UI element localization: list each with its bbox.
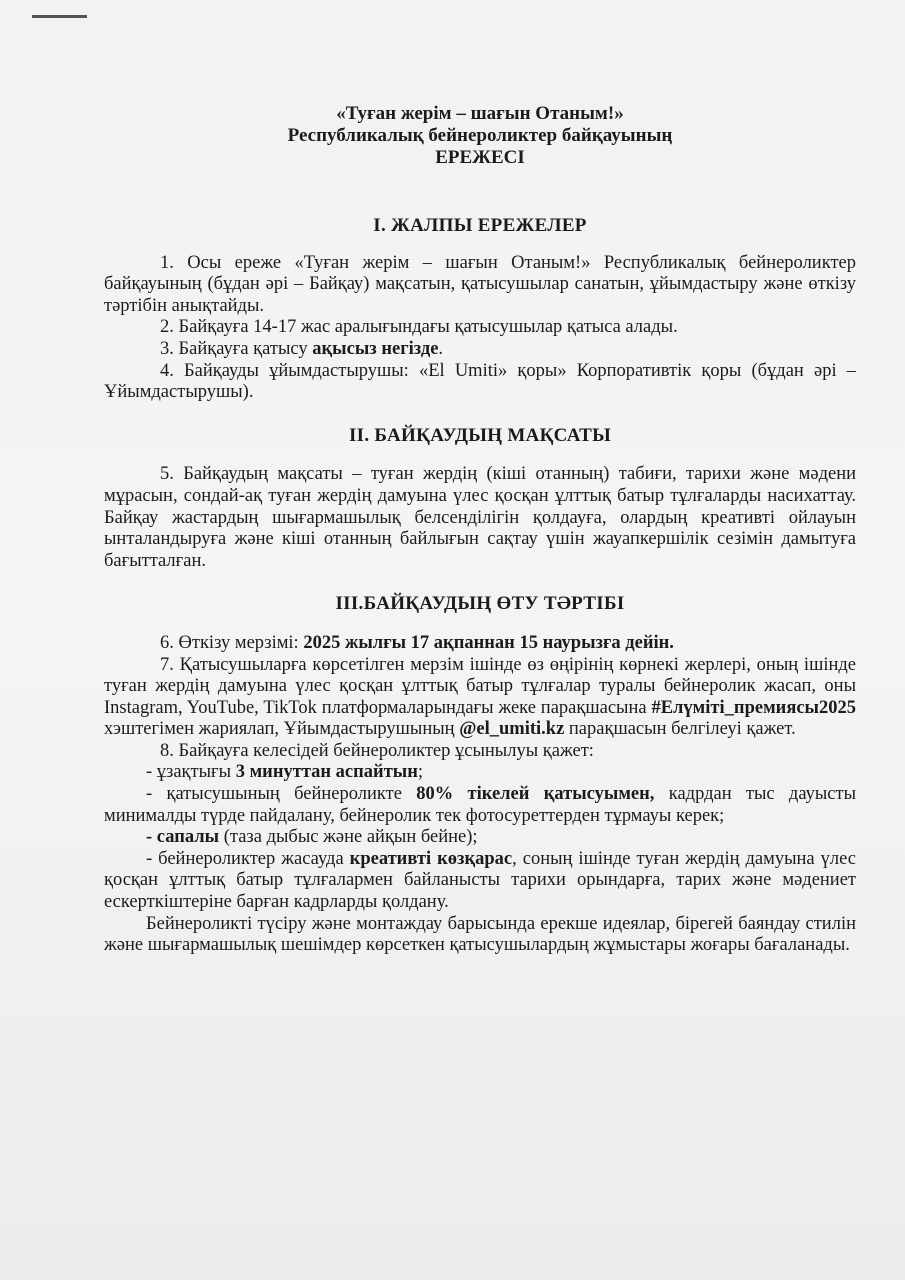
evaluation-note: Бейнероликті түсіру және монтаждау барысында ерекше идеялар, бірегей баяндау стилін және шығармашылық шешімдер көрсеткен қатысушылардың жұмыстары жоғары бағаланады.	[104, 913, 856, 956]
document-title	[104, 103, 856, 169]
requirement-creative-text: - бейнероликтер жасауда	[146, 848, 350, 869]
requirement-quality-bold: - сапалы	[146, 827, 220, 848]
clause-6-dates: 2025 жылғы 17 ақпаннан 15 наурызға дейін.	[303, 632, 674, 653]
clause-7-handle: @el_umiti.kz	[459, 719, 565, 740]
clause-7-hashtag: #Елүміті_премиясы2025	[651, 697, 856, 718]
clause-2: 2. Байқауға 14-17 жас аралығындағы қатысушылар қатыса алады.	[160, 317, 678, 338]
section-1-heading: І. ЖАЛПЫ ЕРЕЖЕЛЕР	[373, 215, 587, 236]
requirement-creative-end: , соның ішінде туған жердің дамуына үлес қосқан ұлттық батыр тұлғалармен байланысты тарихи орындарға, тарих және мәдениет ескерткіштеріне барған кадрларды қолдану.	[104, 848, 856, 913]
requirement-quality	[104, 827, 856, 849]
document-body	[104, 103, 856, 957]
clause-4: 4. Байқауды ұйымдастырушы: «El Umiti» қоры» Корпоративтік қоры (бұдан әрі – Ұйымдастырушы).	[104, 360, 856, 403]
clause-7	[104, 655, 856, 741]
requirement-quality-text: (таза дыбыс және айқын бейне);	[219, 827, 478, 848]
title-line-1: «Туған жерім – шағын Отаным!»	[336, 103, 624, 124]
clause-7-text-c: парақшасын белгілеуі қажет.	[564, 719, 796, 740]
clause-5: 5. Байқаудың мақсаты – туған жердің (кіші отанның) табиғи, тарихи және мәдени мұрасын, сондай-ақ туған жердің дамуына үлес қосқан ұлттық батыр тұлғаларды насихаттау. Байқау жастардың шығармашылық белсенділігін қолдауға, олардың креативті ойлауын ынталандыруға және кіші отанның байлығын сақтау үшін жауапкершілік сезімін дамытуға бағытталған.	[104, 464, 856, 571]
requirement-creative	[104, 849, 856, 914]
requirement-duration-bold: 3 минуттан аспайтын	[235, 762, 418, 783]
clause-8: 8. Байқауға келесідей бейнероликтер ұсынылуы қажет:	[160, 740, 594, 761]
staple-mark	[32, 15, 87, 18]
clause-1: 1. Осы ереже «Туған жерім – шағын Отаным!» Республикалық бейнероликтер байқауының (бұдан әрі – Байқау) мақсатын, қатысушылар санатын, ұйымдастыру және өткізу тәртібін анықтайды.	[104, 252, 856, 316]
title-line-3: ЕРЕЖЕСІ	[435, 147, 525, 168]
requirement-participation-text: - қатысушының бейнероликте	[146, 784, 417, 805]
requirement-participation-bold: 80% тікелей қатысуымен,	[416, 784, 655, 805]
requirement-participation	[104, 784, 856, 827]
requirement-participation-end: кадрдан тыс дауысты минималды түрде пайдалану, бейнеролик тек фотосуреттерден тұрмауы керек;	[104, 784, 856, 826]
clause-3-bold: ақысыз негізде	[312, 338, 439, 359]
clause-3-text: 3. Байқауға қатысу	[160, 338, 313, 359]
clause-6	[104, 633, 856, 655]
clause-3	[104, 339, 856, 361]
clause-7-text-b: хэштегімен жариялап, Ұйымдастырушының	[104, 719, 460, 740]
section-2-heading: ІІ. БАЙҚАУДЫҢ МАҚСАТЫ	[348, 424, 612, 446]
title-line-2: Республикалық бейнероликтер байқауының	[287, 125, 673, 146]
clause-7-text-a: 7. Қатысушыларға көрсетілген мерзім ішінде өз өңірінің көрнекі жерлері, оның ішінде туған жердің дамуына үлес қосқан ұлттық батыр тұлғалар туралы бейнеролик жасап, оны Instagram, YouTube, TikTok платформаларындағы жеке парақшасына	[104, 654, 856, 718]
requirement-creative-bold: креативті көзқарас	[349, 848, 513, 869]
requirement-duration	[104, 762, 856, 784]
requirement-duration-text: - ұзақтығы	[146, 762, 236, 783]
clause-3-end: .	[438, 338, 444, 359]
clause-6-text: 6. Өткізу мерзімі:	[160, 632, 304, 653]
requirement-duration-end: ;	[417, 762, 424, 783]
section-3-heading: ІІІ.БАЙҚАУДЫҢ ӨТУ ТӘРТІБІ	[335, 593, 625, 615]
